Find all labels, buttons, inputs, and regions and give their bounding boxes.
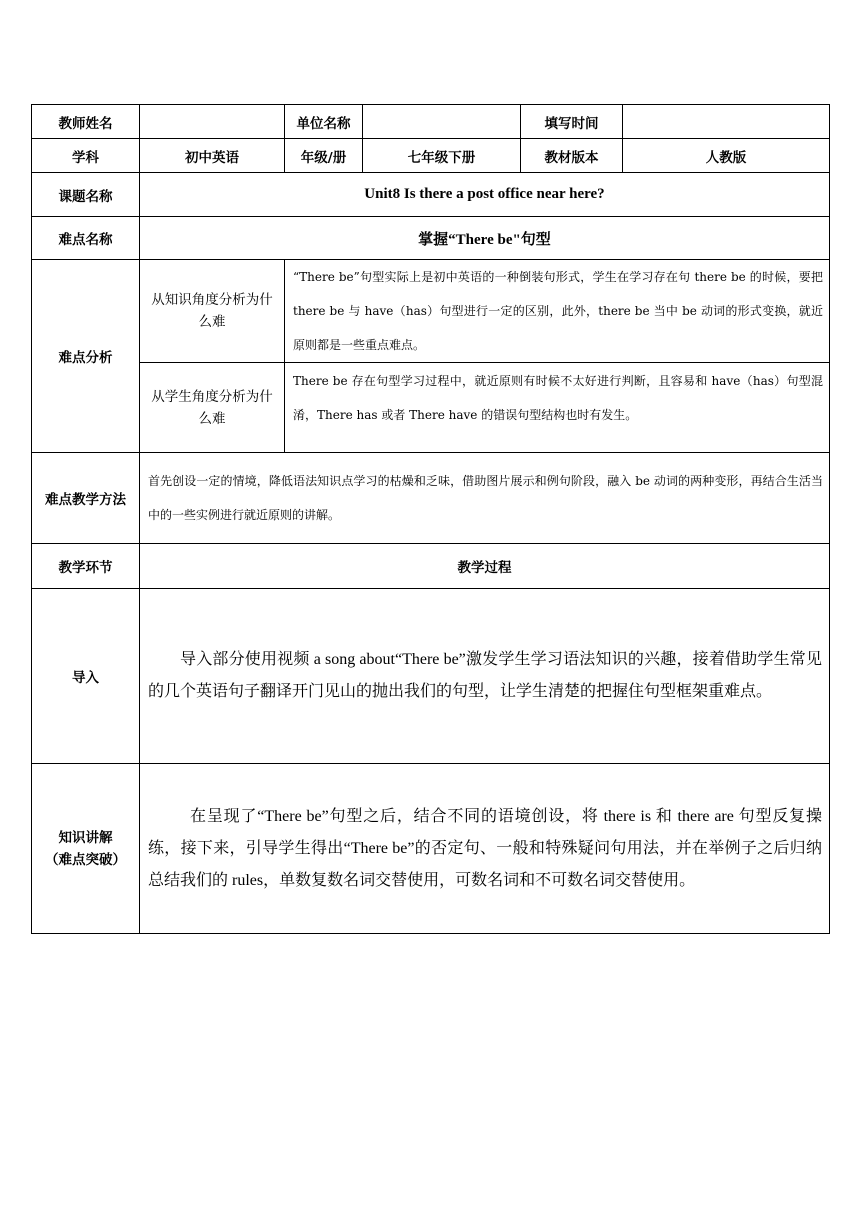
knowledge-angle-label: 从知识角度分析为什么难 xyxy=(140,260,285,363)
subject-value: 初中英语 xyxy=(140,139,285,173)
info-row-1 xyxy=(32,105,830,139)
grade-label: 年级/册 xyxy=(285,139,363,173)
unit-name-label: 单位名称 xyxy=(285,105,363,139)
edition-label: 教材版本 xyxy=(521,139,623,173)
method-row xyxy=(32,453,830,544)
method-label: 难点教学方法 xyxy=(32,453,140,544)
knowledge-row xyxy=(32,764,830,934)
teacher-name-value xyxy=(140,105,285,139)
analysis-row-student xyxy=(32,363,830,453)
difficulty-row xyxy=(32,217,830,260)
difficulty-label: 难点名称 xyxy=(32,217,140,260)
unit-name-value xyxy=(363,105,521,139)
topic-label: 课题名称 xyxy=(32,173,140,217)
knowledge-text: 在呈现了“There be”句型之后，结合不同的语境创设，将 there is 和 there are 句型反复操练，接下来，引导学生得出“There be”的否定句、一般和特殊疑问句用法，并在举例子之后归纳总结我们的 rules，单数复数名词交替使用，可数名词和不可数名词交替使用。 xyxy=(140,764,830,934)
subject-label: 学科 xyxy=(32,139,140,173)
intro-label: 导入 xyxy=(32,589,140,764)
intro-row xyxy=(32,589,830,764)
process-header-row xyxy=(32,544,830,589)
fill-time-label: 填写时间 xyxy=(521,105,623,139)
student-angle-label: 从学生角度分析为什么难 xyxy=(140,363,285,453)
knowledge-label xyxy=(32,764,140,934)
lesson-form-table xyxy=(31,104,830,934)
process-header-label: 教学过程 xyxy=(140,544,830,589)
grade-value: 七年级下册 xyxy=(363,139,521,173)
knowledge-label-line2: （难点突破） xyxy=(45,851,126,868)
method-text: 首先创设一定的情境，降低语法知识点学习的枯燥和乏味，借助图片展示和例句阶段，融入 be 动词的两种变形，再结合生活当中的一些实例进行就近原则的讲解。 xyxy=(140,453,830,544)
teacher-name-label: 教师姓名 xyxy=(32,105,140,139)
analysis-row-knowledge xyxy=(32,260,830,363)
student-angle-text: There be 存在句型学习过程中，就近原则有时候不太好进行判断，且容易和 have（has）句型混淆，There has 或者 There have 的错误句型结构也时有发生。 xyxy=(285,363,830,453)
topic-row xyxy=(32,173,830,217)
info-row-2 xyxy=(32,139,830,173)
topic-value: Unit8 Is there a post office near here? xyxy=(140,173,830,217)
difficulty-value: 掌握“There be"句型 xyxy=(140,217,830,260)
knowledge-label-line1: 知识讲解 xyxy=(58,829,113,846)
fill-time-value xyxy=(623,105,830,139)
analysis-label: 难点分析 xyxy=(32,260,140,453)
edition-value: 人教版 xyxy=(623,139,830,173)
stage-header-label: 教学环节 xyxy=(32,544,140,589)
intro-text: 导入部分使用视频 a song about“There be”激发学生学习语法知识的兴趣，接着借助学生常见的几个英语句子翻译开门见山的抛出我们的句型，让学生清楚的把握住句型框架重难点。 xyxy=(140,589,830,764)
knowledge-angle-text: “There be”句型实际上是初中英语的一种倒装句形式，学生在学习存在句 there be 的时候，要把 there be 与 have（has）句型进行一定的区别，此外，there be 当中 be 动词的形式变换，就近原则都是一些重点难点。 xyxy=(285,260,830,363)
